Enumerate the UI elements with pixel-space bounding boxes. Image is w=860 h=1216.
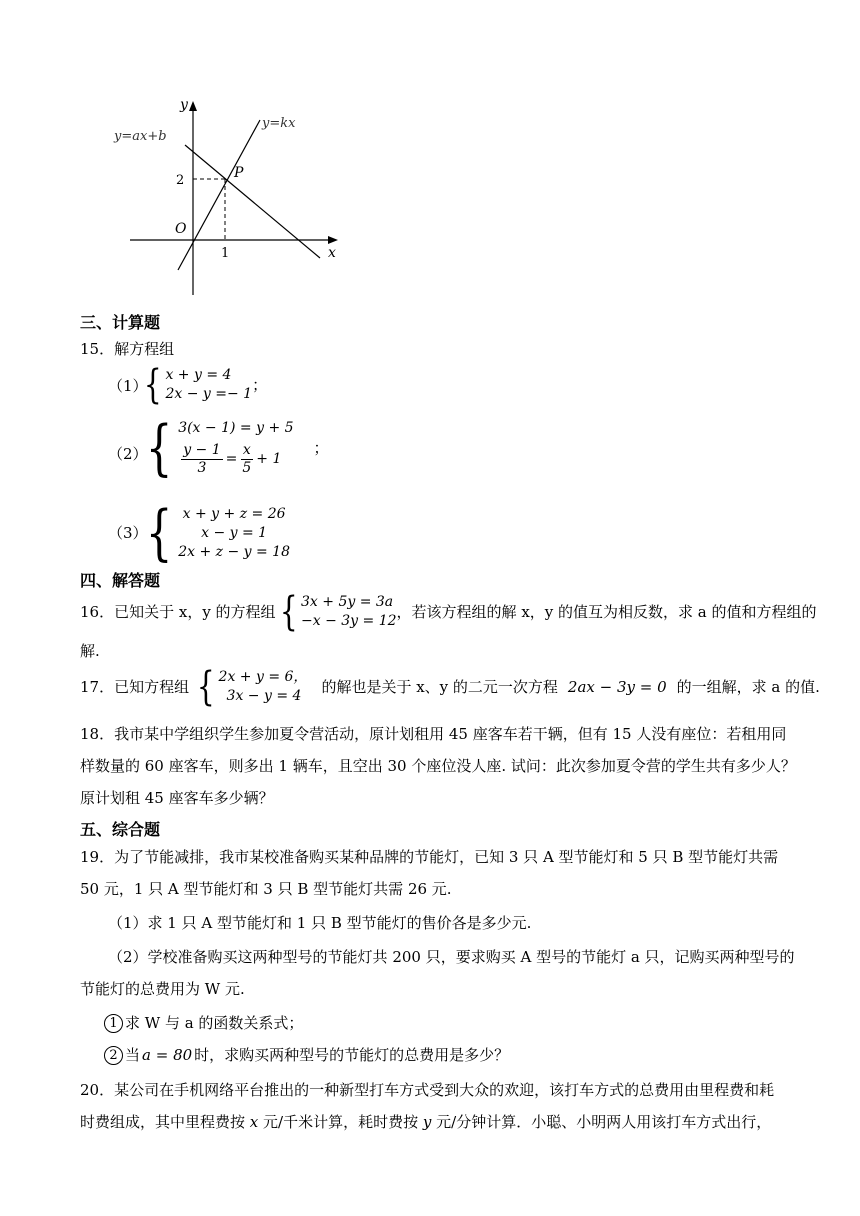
function-graph	[100, 95, 360, 300]
q15-part1-system: { x + y = 4 2x − y =− 1 ；	[143, 362, 268, 408]
q19-line5: 节能灯的总费用为 W 元.	[80, 980, 245, 998]
q15-p2-end: ；	[313, 439, 329, 457]
point-p-label: P	[234, 165, 244, 181]
line-kx-label: y=kx	[262, 116, 296, 131]
q16-system: { 3x + 5y = 3a −x − 3y = 12	[279, 589, 397, 635]
q16-line1: 16．已知关于 x，y 的方程组 { 3x + 5y = 3a −x − 3y = 12 ，若该方程组的解 x，y 的值互为相反数，求 a 的值和方程组的	[80, 589, 817, 635]
q19-line1: 19．为了节能减排，我市某校准备购买某种品牌的节能灯，已知 3 只 A 型节能灯和 5 只 B 型节能灯共需	[80, 848, 779, 866]
q17-eq1: 2x + y = 6，	[218, 669, 308, 685]
x-axis-label: x	[328, 245, 336, 261]
q17-system: { 2x + y = 6， 3x − y = 4	[196, 664, 308, 710]
tick-x-1: 1	[221, 246, 230, 261]
q15-part3-system: { x + y + z = 26 x − y = 1 2x + z − y = 18	[145, 498, 290, 568]
q15-stem: 15．解方程组	[80, 340, 175, 358]
q15-p1-end: ；	[252, 376, 268, 394]
q16-line2: 解.	[80, 642, 100, 660]
q19-sub1: 1 求 W 与 a 的函数关系式；	[104, 1013, 303, 1033]
section-4-title: 四、解答题	[80, 571, 161, 590]
q15-p2-frac1: $\frac{y - 1}{3}$	[183, 442, 221, 476]
q15-p3-eq3: 2x + z − y = 18	[178, 543, 290, 560]
section-5-title: 五、综合题	[80, 820, 161, 839]
circle-number-1: 1	[104, 1014, 123, 1033]
line-axb-label: y=ax+b	[114, 129, 167, 144]
q18-line1: 18．我市某中学组织学生参加夏令营活动，原计划租用 45 座客车若干辆，但有 15 人没有座位：若租用同	[80, 725, 787, 743]
q17-equation: 2ax − 3y = 0	[567, 678, 667, 696]
q15-p2-frac2: $\frac{x}{5}$	[242, 442, 252, 476]
q15-p3-eq2: x − y = 1	[201, 524, 268, 541]
circle-number-2: 2	[104, 1046, 123, 1065]
q20-line1: 20．某公司在手机网络平台推出的一种新型打车方式受到大众的欢迎，该打车方式的总费用由里程费和耗	[80, 1081, 775, 1099]
line-axb	[185, 145, 320, 258]
q15-part2-number: （2）	[108, 445, 148, 463]
q15-p3-eq1: x + y + z = 26	[182, 505, 286, 522]
y-axis-arrow	[189, 101, 197, 111]
q15-part2-system: { 3(x − 1) = y + 5 $\frac{y - 1}{3}$ = $\frac{x}{5}$ + 1 ；	[145, 413, 329, 483]
q15-p1-eq1: x + y = 4	[165, 367, 232, 383]
x-axis-arrow	[328, 236, 338, 244]
q19-line4: （2）学校准备购买这两种型号的节能灯共 200 只，要求购买 A 型号的节能灯 a 只，记购买两种型号的	[108, 948, 795, 966]
y-axis-label: y	[180, 97, 188, 113]
q20-line2: 时费组成，其中里程费按 x 元/千米计算，耗时费按 y 元/分钟计算．小聪、小明两人用该打车方式出行，	[80, 1113, 772, 1131]
q16-eq1: 3x + 5y = 3a	[301, 594, 394, 610]
q19-line3: （1）求 1 只 A 型节能灯和 1 只 B 型节能灯的售价各是多少元.	[108, 914, 532, 932]
q19-line2: 50 元，1 只 A 型节能灯和 3 只 B 型节能灯共需 26 元.	[80, 880, 452, 898]
q18-line3: 原计划租 45 座客车多少辆？	[80, 789, 274, 807]
q15-part3-number: （3）	[108, 524, 148, 542]
q18-line2: 样数量的 60 座客车，则多出 1 辆车，且空出 30 个座位没人座. 试问：此次参加夏令营的学生共有多少人？	[80, 757, 796, 775]
q17-eq2: 3x − y = 4	[226, 688, 302, 704]
q15-part1-number: （1）	[108, 377, 148, 395]
q15-p2-eq1: 3(x − 1) = y + 5	[178, 420, 294, 436]
tick-y-2: 2	[176, 173, 185, 188]
line-kx	[178, 120, 260, 270]
q17-line: 17．已知方程组 { 2x + y = 6， 3x − y = 4 的解也是关于 x、y 的二元一次方程 2ax − 3y = 0 的一组解，求 a 的值.	[80, 664, 820, 710]
section-3-title: 三、计算题	[80, 313, 161, 332]
q16-eq2: −x − 3y = 12	[301, 613, 397, 629]
origin-label: O	[175, 221, 187, 237]
q15-p1-eq2: 2x − y =− 1	[165, 386, 253, 402]
q19-sub2: 2 当 a = 80 时，求购买两种型号的节能灯的总费用是多少？	[104, 1045, 509, 1065]
